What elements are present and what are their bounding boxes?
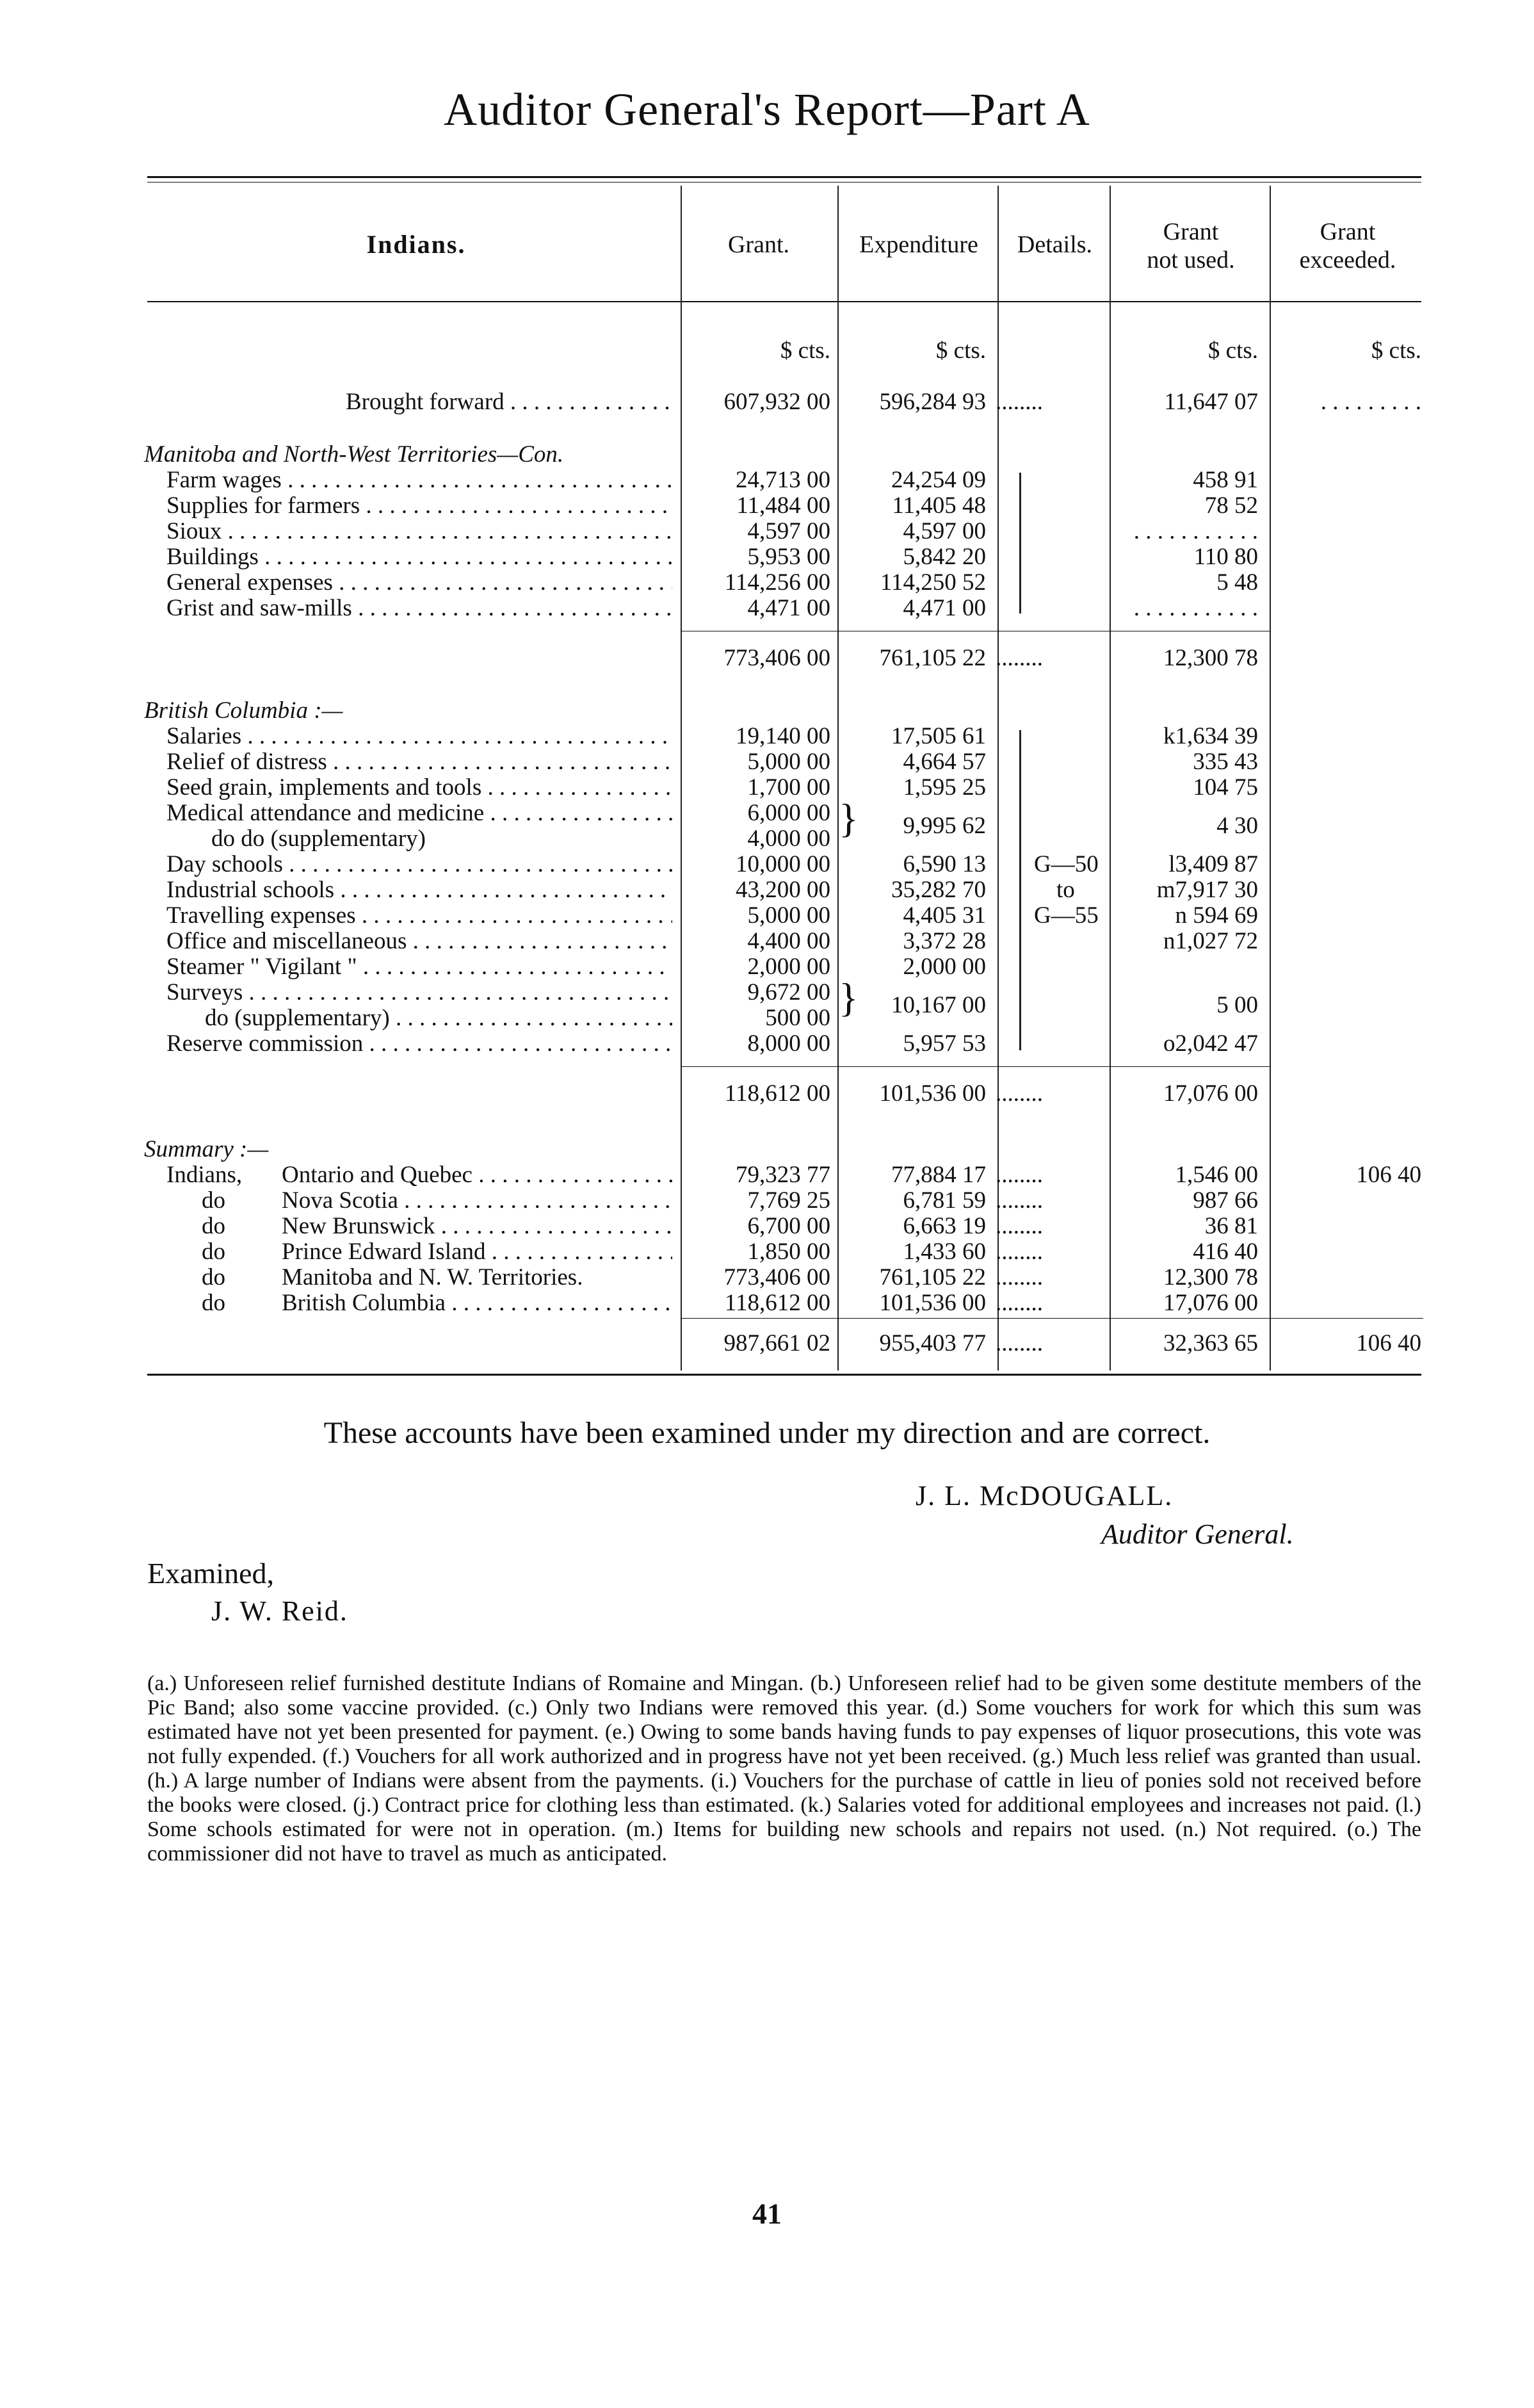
summary-unused: 17,076 00 (1163, 1290, 1258, 1316)
table-row-expenditure: 4,597 00 (903, 518, 986, 544)
summary-grant: 6,700 00 (747, 1213, 830, 1239)
table-row-unused: 78 52 (1204, 492, 1258, 519)
table-row-expenditure: 35,282 70 (891, 877, 986, 903)
subtotal-rule (681, 1318, 1423, 1319)
summary-label: Nova Scotia . . . (282, 1188, 672, 1214)
table-row-grant: 19,140 00 (736, 723, 830, 749)
table-row-expenditure: 114,250 52 (880, 569, 986, 596)
table-row-label: Relief of distress . . . (166, 749, 672, 775)
table-row-label: Salaries . . . (166, 724, 672, 749)
units-unused: $ cts. (1207, 338, 1258, 364)
grand-total-exceeded: 106 40 (1356, 1330, 1421, 1356)
table-row-grant: 5,953 00 (747, 544, 830, 570)
summary-prefix: do (202, 1290, 225, 1316)
table-row-grant: 4,471 00 (747, 595, 830, 621)
table-row-grant: 500 00 (765, 1005, 830, 1031)
subtotal-rule (681, 1066, 1270, 1067)
summary-details: ........ (996, 1213, 1043, 1239)
summary-details: ........ (996, 1290, 1043, 1316)
header-grant-exceeded (1271, 218, 1425, 274)
table-row-label: Grist and saw-mills . . . (166, 596, 672, 621)
table-row-unused: n1,027 72 (1163, 928, 1258, 954)
header-expenditure: Expenditure (859, 231, 978, 258)
table-row-unused: 335 43 (1193, 749, 1258, 775)
bc-total-unused: 17,076 00 (1163, 1080, 1258, 1107)
table-row-label: Industrial schools . . . (166, 877, 672, 903)
table-row-expenditure: 1,595 25 (903, 774, 986, 801)
signer-name: J. L. McDOUGALL. (916, 1480, 1174, 1511)
brought-forward-grant: 607,932 00 (723, 389, 830, 415)
summary-details: ........ (996, 1239, 1043, 1265)
summary-expenditure: 6,781 59 (903, 1187, 986, 1214)
bc-details-line3: G—55 (1034, 902, 1099, 929)
table-row-grant: 5,000 00 (747, 902, 830, 929)
table-row-label: do (supplementary) . . . (205, 1005, 672, 1031)
units-exceeded: $ cts. (1371, 338, 1421, 364)
examiner-name: J. W. Reid. (211, 1595, 348, 1627)
table-row-label: Surveys . . . (166, 980, 672, 1005)
manitoba-total-unused: 12,300 78 (1163, 645, 1258, 671)
summary-prefix: do (202, 1239, 225, 1265)
surveys-expenditure: 10,167 00 (891, 992, 986, 1018)
table-row-unused: n 594 69 (1175, 902, 1258, 929)
table-row-expenditure: 4,664 57 (903, 749, 986, 775)
table-row-label: Buildings . . . (166, 544, 672, 570)
table-row-label: do do (supplementary) (211, 826, 426, 852)
summary-prefix: do (202, 1187, 225, 1214)
bc-total-expenditure: 101,536 00 (879, 1080, 986, 1107)
brought-forward-unused: 11,647 07 (1164, 389, 1258, 415)
summary-expenditure: 77,884 17 (891, 1162, 986, 1188)
table-row-label: Reserve commission . . . (166, 1031, 672, 1057)
bc-total-grant: 118,612 00 (724, 1080, 830, 1107)
table-row-grant: 9,672 00 (747, 979, 830, 1005)
summary-label: Prince Edward Island . . . (282, 1239, 672, 1265)
table-row-grant: 1,700 00 (747, 774, 830, 801)
table-row-label: Travelling expenses . . . (166, 903, 672, 929)
summary-label: Manitoba and N. W. Territories. (282, 1265, 583, 1290)
brought-forward-label: Brought forward . . . (346, 389, 672, 415)
summary-unused: 416 40 (1193, 1239, 1258, 1265)
brought-forward-exceeded: . . . . . . . . . (1320, 389, 1421, 415)
col-separator (681, 186, 682, 1371)
table-row-label: Day schools . . . (166, 852, 672, 877)
table-row-grant: 6,000 00 (747, 800, 830, 826)
bc-details-line1: G—50 (1034, 851, 1099, 877)
header-details: Details. (1017, 231, 1093, 258)
table-row-grant: 4,400 00 (747, 928, 830, 954)
summary-label: New Brunswick . . . (282, 1214, 672, 1239)
table-row-label: Office and miscellaneous . . . (166, 929, 672, 954)
table-row-grant: 43,200 00 (736, 877, 830, 903)
table-row-expenditure: 5,957 53 (903, 1030, 986, 1057)
table-row-label: Steamer " Vigilant " . . . (166, 954, 672, 980)
summary-grant: 1,850 00 (747, 1239, 830, 1265)
col-separator (1270, 186, 1271, 1371)
footnotes: (a.) Unforeseen relief furnished destitute Indians of Romaine and Mingan. (b.) Unforeseen relief had to be given some destitute members of the Pic Band; also some vaccine provided. (c.) Only two Indians were removed this year. (d.) Some vouchers for work for which this sum was estimated have not yet been presented for payment. (e.) Owing to some bands having funds to pay expenses of liquor prosecutions, this vote was not fully expended. (f.) Vouchers for all work authorized and in progress have not yet been received. (g.) Much less relief was granted than usual. (h.) A large number of Indians were absent from the payments. (i.) Vouchers for the purchase of cattle in lieu of ponies sold not received before the books were closed. (j.) Contract price for clothing less than estimated. (k.) Salaries voted for additional employees and increases not paid. (l.) Some schools estimated for were not in operation. (m.) Items for building new schools and repairs not used. (n.) Not required. (o.) The commissioner did not have to travel as much as anticipated. (147, 1672, 1421, 1866)
summary-grant: 118,612 00 (724, 1290, 830, 1316)
table-row-label: Sioux . . . (166, 519, 672, 544)
table-row-unused: 110 80 (1193, 544, 1258, 570)
grand-total-details: ........ (996, 1330, 1043, 1356)
summary-expenditure: 1,433 60 (903, 1239, 986, 1265)
table-row-label: Farm wages . . . (166, 468, 672, 493)
top-rule-thin (147, 182, 1421, 183)
table-row-grant: 4,597 00 (747, 518, 830, 544)
table-row-expenditure: 5,842 20 (903, 544, 986, 570)
summary-exceeded: 106 40 (1356, 1162, 1421, 1188)
table-row-grant: 2,000 00 (747, 954, 830, 980)
summary-expenditure: 6,663 19 (903, 1213, 986, 1239)
units-expenditure: $ cts. (935, 338, 986, 364)
table-row-expenditure: 2,000 00 (903, 954, 986, 980)
table-row-unused: m7,917 30 (1156, 877, 1258, 903)
table-row-label: Medical attendance and medicine . . . (166, 801, 672, 826)
table-row-unused: 458 91 (1193, 467, 1258, 493)
summary-prefix: do (202, 1213, 225, 1239)
top-rule (147, 176, 1421, 178)
table-row-unused: 5 48 (1216, 569, 1258, 596)
table-row-grant: 11,484 00 (736, 492, 830, 519)
medical-brace: } (839, 795, 859, 841)
summary-prefix: Indians, (166, 1162, 243, 1188)
summary-unused: 36 81 (1204, 1213, 1258, 1239)
bc-total-details: ........ (996, 1080, 1043, 1107)
grand-total-expenditure: 955,403 77 (879, 1330, 986, 1356)
table-row-expenditure: 4,471 00 (903, 595, 986, 621)
table-row-grant: 10,000 00 (736, 851, 830, 877)
summary-grant: 7,769 25 (747, 1187, 830, 1214)
summary-unused: 1,546 00 (1175, 1162, 1258, 1188)
grand-total-unused: 32,363 65 (1163, 1330, 1258, 1356)
manitoba-heading: Manitoba and North-West Territories—Con. (144, 441, 564, 468)
summary-label: Ontario and Quebec . . . (282, 1162, 672, 1188)
bc-details-line2: to (1056, 877, 1075, 903)
table-row-unused: . . . . . . . . . . . (1133, 595, 1258, 621)
signer-title: Auditor General. (1101, 1518, 1294, 1550)
certification-statement: These accounts have been examined under my direction and are correct. (323, 1416, 1211, 1450)
header-grant-exceeded-line2: exceeded. (1299, 247, 1396, 273)
header-grant: Grant. (727, 231, 790, 258)
page-title: Auditor General's Report—Part A (444, 84, 1090, 135)
col-separator (837, 186, 839, 1371)
manitoba-details-bracket (1019, 473, 1021, 614)
grand-total-grant: 987,661 02 (723, 1330, 830, 1356)
manitoba-total-grant: 773,406 00 (723, 645, 830, 671)
table-row-label: Supplies for farmers . . . (166, 493, 672, 519)
summary-grant: 773,406 00 (723, 1264, 830, 1290)
table-row-expenditure: 24,254 09 (891, 467, 986, 493)
manitoba-total-expenditure: 761,105 22 (879, 645, 986, 671)
medical-expenditure: 9,995 62 (903, 813, 986, 839)
table-row-expenditure: 17,505 61 (891, 723, 986, 749)
summary-prefix: do (202, 1264, 225, 1290)
surveys-unused: 5 00 (1216, 992, 1258, 1018)
table-row-label: General expenses . . . (166, 570, 672, 596)
summary-details: ........ (996, 1162, 1043, 1188)
table-row-label: Seed grain, implements and tools . . . (166, 775, 672, 801)
surveys-brace: } (839, 975, 859, 1020)
table-row-unused: k1,634 39 (1163, 723, 1258, 749)
examined-label: Examined, (147, 1557, 274, 1590)
col-separator (1110, 186, 1111, 1371)
summary-expenditure: 761,105 22 (879, 1264, 986, 1290)
header-grant-not-used (1111, 218, 1271, 274)
summary-details: ........ (996, 1264, 1043, 1290)
header-grant-exceeded-line1: Grant (1320, 218, 1376, 245)
header-grant-not-used-line1: Grant (1163, 218, 1219, 245)
manitoba-total-details: ........ (996, 645, 1043, 671)
bc-details-bracket (1019, 730, 1021, 1050)
table-row-unused: o2,042 47 (1163, 1030, 1258, 1057)
table-row-unused: 104 75 (1193, 774, 1258, 801)
bc-heading: British Columbia :— (144, 697, 343, 724)
table-row-grant: 5,000 00 (747, 749, 830, 775)
summary-unused: 987 66 (1193, 1187, 1258, 1214)
summary-label: British Columbia . . . (282, 1290, 672, 1316)
header-grant-not-used-line2: not used. (1147, 247, 1235, 273)
units-grant: $ cts. (780, 338, 830, 364)
header-rule (147, 301, 1421, 302)
table-row-grant: 4,000 00 (747, 826, 830, 852)
table-row-grant: 114,256 00 (724, 569, 830, 596)
table-row-expenditure: 11,405 48 (892, 492, 986, 519)
table-row-unused: . . . . . . . . . . . (1133, 518, 1258, 544)
summary-grant: 79,323 77 (736, 1162, 830, 1188)
table-row-expenditure: 6,590 13 (903, 851, 986, 877)
summary-unused: 12,300 78 (1163, 1264, 1258, 1290)
table-row-grant: 24,713 00 (736, 467, 830, 493)
header-indians: Indians. (366, 230, 466, 259)
summary-expenditure: 101,536 00 (879, 1290, 986, 1316)
table-row-expenditure: 4,405 31 (903, 902, 986, 929)
table-row-unused: l3,409 87 (1168, 851, 1258, 877)
summary-details: ........ (996, 1187, 1043, 1214)
page-number: 41 (752, 2197, 782, 2230)
brought-forward-expenditure: 596,284 93 (879, 389, 986, 415)
table-row-grant: 8,000 00 (747, 1030, 830, 1057)
brought-forward-details: ........ (996, 389, 1043, 415)
table-row-expenditure: 3,372 28 (903, 928, 986, 954)
summary-heading: Summary :— (144, 1136, 269, 1162)
medical-unused: 4 30 (1216, 813, 1258, 839)
bottom-rule (147, 1374, 1421, 1376)
